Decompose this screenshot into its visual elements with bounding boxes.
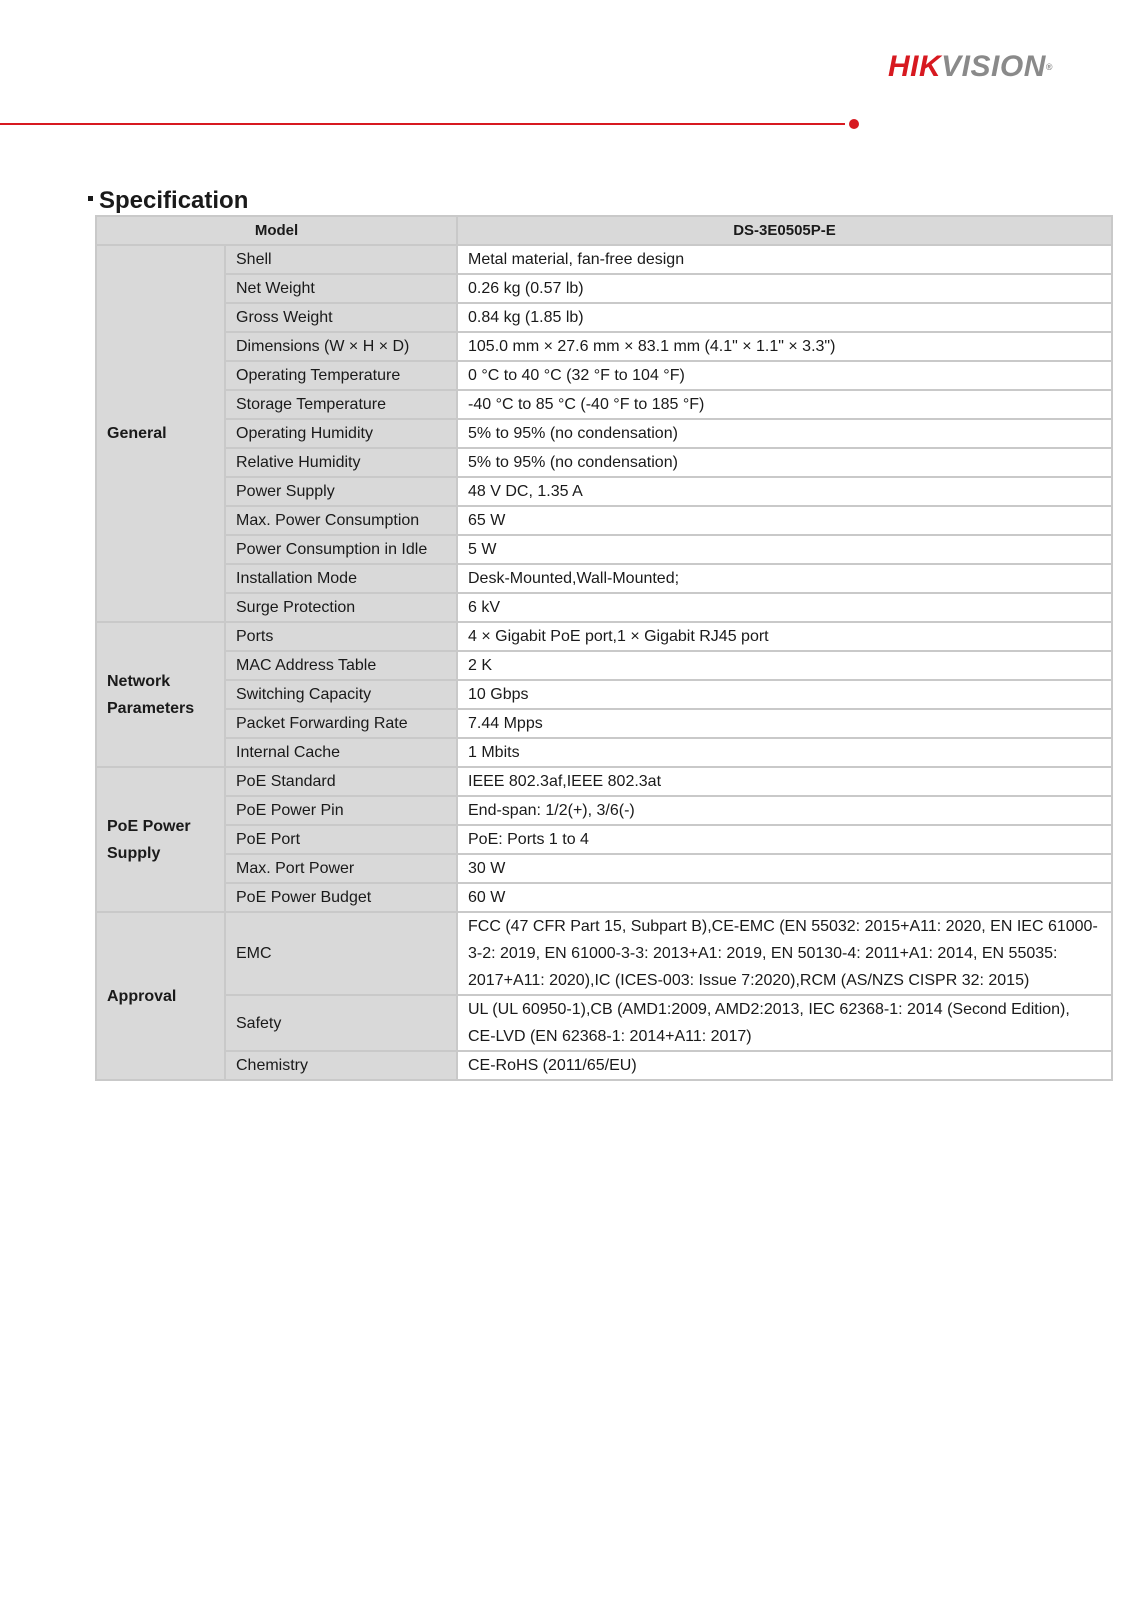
table-row [96, 303, 1112, 332]
value-cell: 7.44 Mpps [457, 709, 1112, 738]
parameter-cell: Max. Port Power [225, 854, 457, 883]
table-row [96, 709, 1112, 738]
table-row [96, 361, 1112, 390]
value-cell: Desk-Mounted,Wall-Mounted; [457, 564, 1112, 593]
category-cell: Approval [96, 912, 225, 1080]
table-row [96, 912, 1112, 995]
table-row [96, 332, 1112, 361]
value-cell: End-span: 1/2(+), 3/6(-) [457, 796, 1112, 825]
parameter-cell: Power Supply [225, 477, 457, 506]
parameter-cell: Shell [225, 245, 457, 274]
value-cell: 60 W [457, 883, 1112, 912]
table-row [96, 767, 1112, 796]
table-row [96, 796, 1112, 825]
table-row [96, 995, 1112, 1051]
logo-vision: VISION [941, 50, 1046, 83]
table-row [96, 593, 1112, 622]
parameter-cell: PoE Standard [225, 767, 457, 796]
category-cell: General [96, 245, 225, 622]
table-row [96, 390, 1112, 419]
value-cell: FCC (47 CFR Part 15, Subpart B),CE-EMC (EN 55032: 2015+A11: 2020, EN IEC 61000-3-2: 2019, EN 61000-3-3: 2013+A1: 2019, EN 50130-4: 2011+A1: 2014, EN 55035: 2017+A11: 2020),IC (ICES-003: Issue 7:2020),RCM (AS/NZS CISPR 32: 2015) [457, 912, 1112, 995]
value-cell: 48 V DC, 1.35 A [457, 477, 1112, 506]
table-row [96, 506, 1112, 535]
value-cell: 6 kV [457, 593, 1112, 622]
parameter-cell: PoE Power Budget [225, 883, 457, 912]
specification-table [95, 215, 1113, 1081]
value-cell: 0.26 kg (0.57 lb) [457, 274, 1112, 303]
value-cell: 5 W [457, 535, 1112, 564]
table-row [96, 738, 1112, 767]
table-row [96, 854, 1112, 883]
table-row [96, 274, 1112, 303]
category-cell: PoE Power Supply [96, 767, 225, 912]
value-cell: 1 Mbits [457, 738, 1112, 767]
value-cell: -40 °C to 85 °C (-40 °F to 185 °F) [457, 390, 1112, 419]
parameter-cell: PoE Power Pin [225, 796, 457, 825]
table-row [96, 535, 1112, 564]
table-row [96, 564, 1112, 593]
table-row [96, 448, 1112, 477]
parameter-cell: Packet Forwarding Rate [225, 709, 457, 738]
parameter-cell: Relative Humidity [225, 448, 457, 477]
parameter-cell: Storage Temperature [225, 390, 457, 419]
parameter-cell: Max. Power Consumption [225, 506, 457, 535]
logo-registered-mark: ® [1045, 62, 1054, 72]
value-cell: IEEE 802.3af,IEEE 802.3at [457, 767, 1112, 796]
table-row [96, 477, 1112, 506]
value-cell: 2 K [457, 651, 1112, 680]
parameter-cell: Chemistry [225, 1051, 457, 1080]
table-row [96, 883, 1112, 912]
value-cell: 5% to 95% (no condensation) [457, 419, 1112, 448]
parameter-cell: Switching Capacity [225, 680, 457, 709]
parameter-cell: Internal Cache [225, 738, 457, 767]
parameter-cell: Installation Mode [225, 564, 457, 593]
value-cell: PoE: Ports 1 to 4 [457, 825, 1112, 854]
header-divider-line [0, 123, 845, 125]
parameter-cell: Operating Humidity [225, 419, 457, 448]
value-cell: CE-RoHS (2011/65/EU) [457, 1051, 1112, 1080]
parameter-cell: MAC Address Table [225, 651, 457, 680]
parameter-cell: Surge Protection [225, 593, 457, 622]
parameter-cell: Power Consumption in Idle [225, 535, 457, 564]
parameter-cell: EMC [225, 912, 457, 995]
parameter-cell: Operating Temperature [225, 361, 457, 390]
hikvision-logo [888, 50, 1053, 84]
category-cell: Network Parameters [96, 622, 225, 767]
parameter-cell: PoE Port [225, 825, 457, 854]
section-title-text: Specification [99, 187, 249, 214]
parameter-cell: Net Weight [225, 274, 457, 303]
value-cell: 10 Gbps [457, 680, 1112, 709]
value-cell: 65 W [457, 506, 1112, 535]
specification-body [96, 245, 1112, 1080]
table-row [96, 622, 1112, 651]
value-cell: 105.0 mm × 27.6 mm × 83.1 mm (4.1" × 1.1" × 3.3") [457, 332, 1112, 361]
table-row [96, 1051, 1112, 1080]
model-label: Model [96, 216, 457, 245]
parameter-cell: Gross Weight [225, 303, 457, 332]
header-divider-dot [849, 119, 859, 129]
table-row [96, 825, 1112, 854]
parameter-cell: Ports [225, 622, 457, 651]
value-cell: UL (UL 60950-1),CB (AMD1:2009, AMD2:2013, IEC 62368-1: 2014 (Second Edition), CE-LVD (EN 62368-1: 2014+A11: 2017) [457, 995, 1112, 1051]
model-value: DS-3E0505P-E [457, 216, 1112, 245]
value-cell: 0 °C to 40 °C (32 °F to 104 °F) [457, 361, 1112, 390]
parameter-cell: Safety [225, 995, 457, 1051]
table-row [96, 419, 1112, 448]
value-cell: 0.84 kg (1.85 lb) [457, 303, 1112, 332]
table-header-row [96, 216, 1112, 245]
bullet-icon [88, 196, 93, 201]
value-cell: 5% to 95% (no condensation) [457, 448, 1112, 477]
section-title [88, 186, 248, 216]
table-row [96, 245, 1112, 274]
value-cell: 30 W [457, 854, 1112, 883]
value-cell: 4 × Gigabit PoE port,1 × Gigabit RJ45 port [457, 622, 1112, 651]
table-row [96, 680, 1112, 709]
logo-hik: HIK [888, 50, 942, 83]
table-row [96, 651, 1112, 680]
value-cell: Metal material, fan-free design [457, 245, 1112, 274]
parameter-cell: Dimensions (W × H × D) [225, 332, 457, 361]
